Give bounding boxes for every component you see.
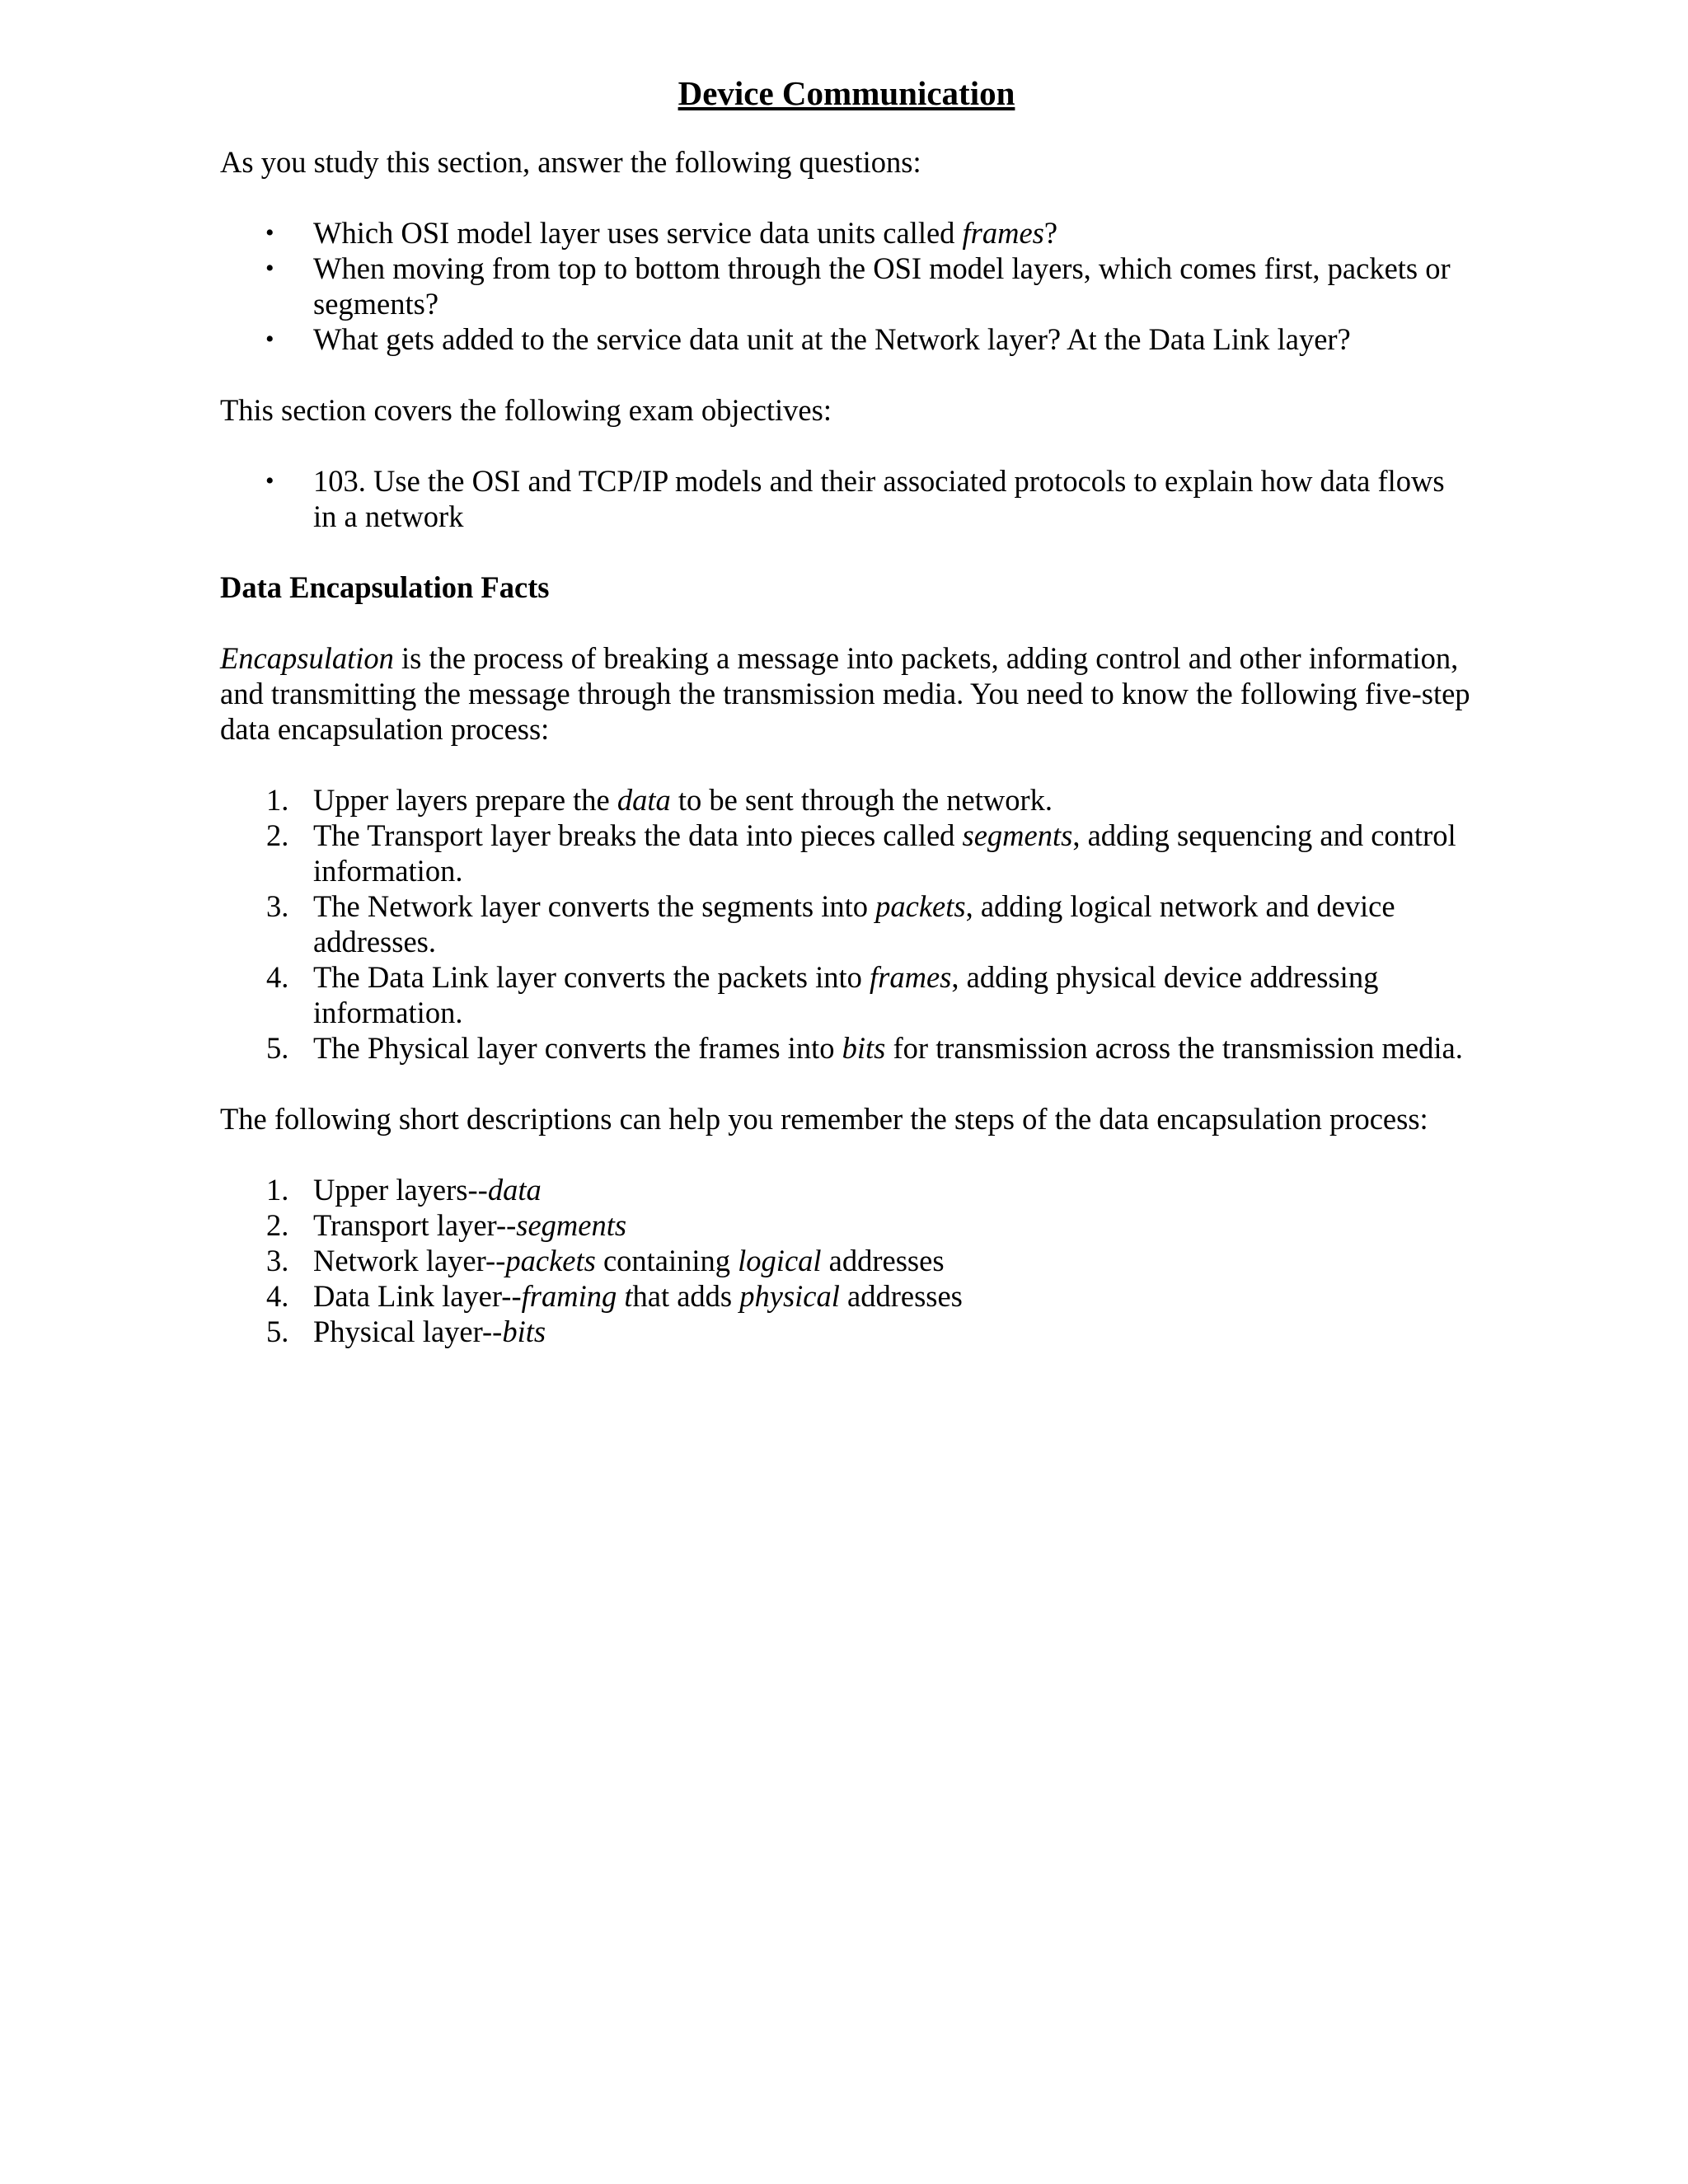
document-page [220,73,1473,1349]
list-item: 2. Transport layer--segments [266,1208,627,1242]
bullet-icon: • [265,326,274,353]
list-item: 4. The Data Link layer converts the packets into frames, adding physical device addressing information. [266,960,1379,1029]
page-title: Device Communication [678,74,1015,112]
list-item: • When moving from top to bottom through the OSI model layers, which comes first, packets or segments? [265,251,1451,321]
summary-list [220,1172,1473,1349]
section-heading: Data Encapsulation Facts [220,570,550,604]
list-item: 2. The Transport layer breaks the data into pieces called segments, adding sequencing and control information. [266,818,1456,888]
bullet-icon: • [265,255,274,282]
list-item: 5. Physical layer--bits [266,1315,546,1348]
questions-list [220,215,1473,357]
list-item: 1. Upper layers--data [266,1173,542,1207]
list-item: 5. The Physical layer converts the frames into bits for transmission across the transmission media. [266,1031,1463,1065]
list-item: 1. Upper layers prepare the data to be sent through the network. [266,783,1053,817]
list-item: 3. The Network layer converts the segments into packets, adding logical network and device addresses. [266,889,1395,958]
encapsulation-steps-list [220,782,1473,1066]
bullet-icon: • [265,467,274,494]
encapsulation-paragraph: Encapsulation is the process of breaking a message into packets, adding control and other information, and transmitting the message through the transmission media. You need to know the following five-step data encapsulation process: [220,641,1470,746]
bullet-icon: • [265,219,274,246]
intro-text: As you study this section, answer the following questions: [220,145,921,179]
objectives-list [220,463,1473,534]
objectives-intro: This section covers the following exam objectives: [220,393,832,427]
list-item: • Which OSI model layer uses service data units called frames? [265,216,1058,250]
list-item: 4. Data Link layer--framing that adds physical addresses [266,1279,963,1313]
summary-intro: The following short descriptions can help you remember the steps of the data encapsulation process: [220,1102,1428,1136]
list-item: • 103. Use the OSI and TCP/IP models and their associated protocols to explain how data flows in a network [265,464,1445,533]
list-item: • What gets added to the service data unit at the Network layer? At the Data Link layer? [265,322,1351,356]
list-item: 3. Network layer--packets containing logical addresses [266,1244,945,1277]
